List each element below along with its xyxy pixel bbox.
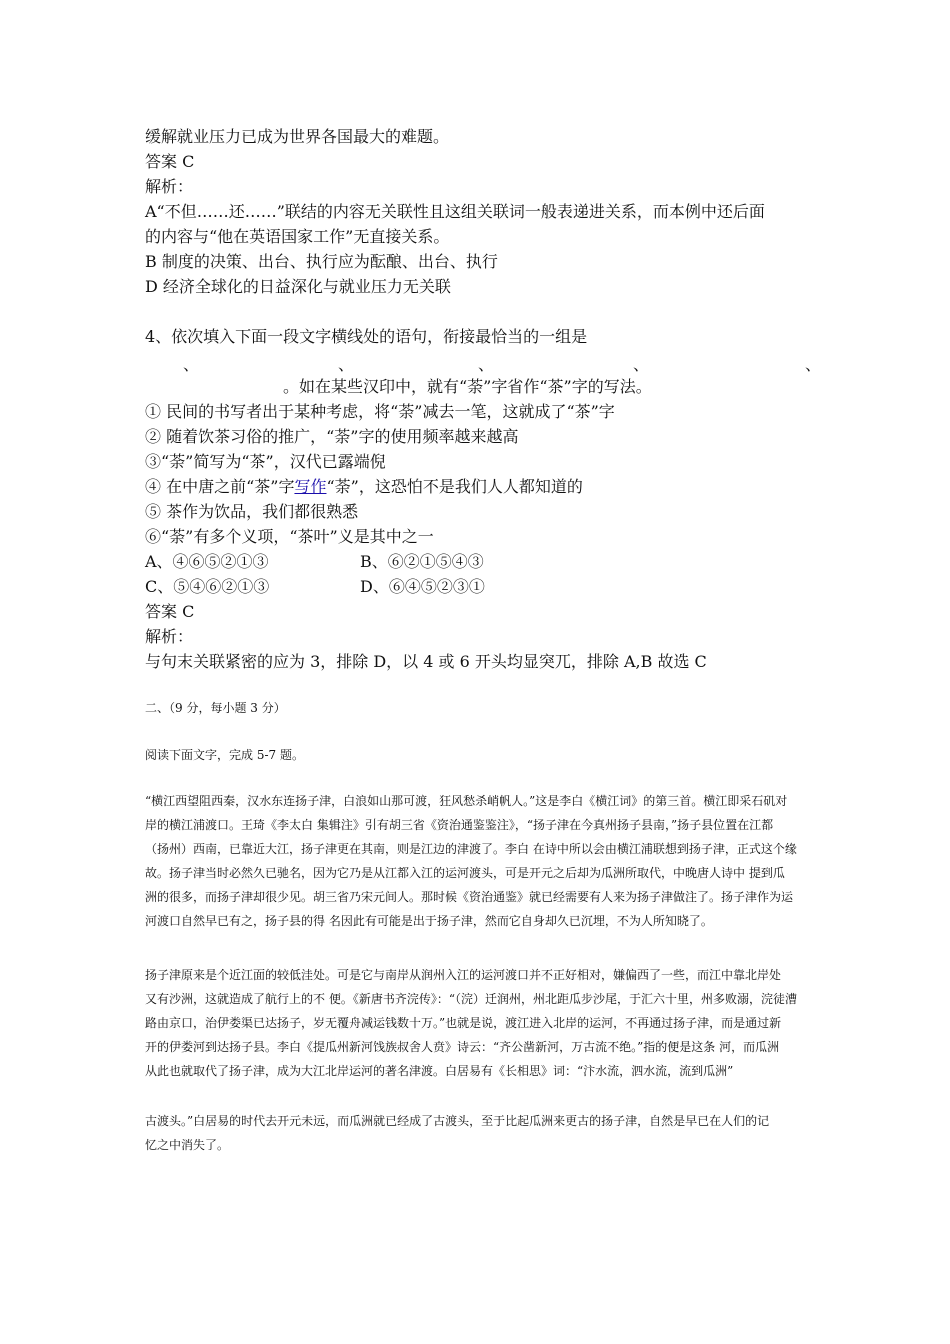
q4-options-row-1 — [145, 551, 805, 573]
q4-sentence-4-pre: ④ 在中唐之前“茶”字 — [145, 477, 295, 496]
q4-tail-text: 。如在某些汉印中，就有“荼”字省作“茶”字的写法。 — [283, 377, 652, 396]
q3-analysis-d: D 经济全球化的日益深化与就业压力无关联 — [145, 277, 451, 296]
q4-sentence-4 — [145, 476, 583, 498]
passage-line: 扬子津原来是个近江面的较低洼处。可是它与南岸从润州入江的运河渡口并不正好相对，嫌偏西了一些，而江中靠北岸处 — [145, 968, 782, 982]
passage-line: 忆之中消失了。 — [145, 1138, 230, 1152]
q4-sentence-1: ① 民间的书写者出于某种考虑，将“荼”减去一笔，这就成了“茶”字 — [145, 402, 615, 421]
q4-analysis-label: 解析： — [145, 627, 194, 646]
blank-separator: 、 — [183, 355, 200, 374]
passage-line: 从此也就取代了扬子津，成为大江北岸运河的著名津渡。白居易有《长相思》词：“汴水流，泗水流，流到瓜洲” — [145, 1064, 734, 1078]
q4-analysis: 与句末关联紧密的应为 3，排除 D，以 4 或 6 开头均显突兀，排除 A,B 故选 C — [145, 652, 707, 671]
section-2-heading: 二、（9 分，每小题 3 分） — [145, 701, 286, 715]
passage-line: “横江西望阻西秦，汉水东连扬子津，白浪如山那可渡，狂风愁杀峭帆人。”这是李白《横江词》的第三首。横江即采石矶对 — [145, 794, 788, 808]
blank-separator: 、 — [805, 355, 822, 374]
q4-sentence-6: ⑥“荼”有多个义项，“茶叶”义是其中之一 — [145, 527, 434, 546]
q3-analysis-b: B 制度的决策、出台、执行应为酝酿、出台、执行 — [145, 252, 498, 271]
q4-sentence-3: ③“荼”简写为“茶”，汉代已露端倪 — [145, 452, 386, 471]
passage-line: 故。扬子津当时必然久已驰名，因为它乃是从江都入江的运河渡头，可是开元之后却为瓜洲所取代，中晚唐人诗中 提到瓜 — [145, 866, 785, 880]
option-d: D、⑥④⑤②③① — [360, 577, 485, 596]
q4-answer: 答案 C — [145, 602, 195, 621]
passage-paragraph-3 — [145, 1109, 810, 1157]
option-b: B、⑥②①⑤④③ — [360, 552, 484, 571]
write-link[interactable]: 写作 — [294, 477, 327, 496]
passage-paragraph-1 — [145, 789, 810, 933]
reading-instruction: 阅读下面文字，完成 5-7 题。 — [145, 748, 304, 762]
q3-answer: 答案 C — [145, 152, 195, 171]
q4-sentence-2: ② 随着饮茶习俗的推广，“荼”字的使用频率越来越高 — [145, 427, 519, 446]
q4-sentence-4-post: “荼”，这恐怕不是我们人人都知道的 — [326, 477, 583, 496]
passage-line: 岸的横江浦渡口。王琦《李太白 集辑注》引有胡三省《资治通鉴鉴注》，“扬子津在今真州扬子县南，”扬子县位置在江都 — [145, 818, 774, 832]
q4-options-row-2 — [145, 576, 805, 598]
passage-line: 开的伊娄河到达扬子县。李白《提瓜州新河饯族叔舍人贲》诗云：“齐公凿新河，万古流不绝。”指的便是这条 河，而瓜洲 — [145, 1040, 780, 1054]
q3-prev-line: 缓解就业压力已成为世界各国最大的难题。 — [145, 127, 450, 146]
passage-line: 又有沙洲，这就造成了航行上的不 便。《新唐书齐浣传》：“（浣）迁润州，州北距瓜步沙尾，于汇六十里，州多败溺，浣徒漕 — [145, 992, 797, 1006]
passage-paragraph-2 — [145, 963, 810, 1083]
blank-separator: 、 — [478, 355, 495, 374]
q4-blank-row — [0, 352, 950, 374]
passage-line: 河渡口自然早已有之，扬子县的得 名因此有可能是出于扬子津，然而它自身却久已沉埋，不为人所知晓了。 — [145, 914, 713, 928]
q3-analysis-label: 解析： — [145, 177, 194, 196]
blank-separator: 、 — [633, 355, 650, 374]
q4-title: 4、依次填入下面一段文字横线处的语句，衔接最恰当的一组是 — [145, 327, 588, 346]
passage-line: 古渡头。”白居易的时代去开元未远，而瓜洲就已经成了古渡头，至于比起瓜洲来更古的扬子津，自然是早已在人们的记 — [145, 1114, 770, 1128]
blank-separator: 、 — [338, 355, 355, 374]
q3-analysis-a2: 的内容与“他在英语国家工作”无直接关系。 — [145, 227, 450, 246]
q4-sentence-5: ⑤ 茶作为饮品，我们都很熟悉 — [145, 502, 359, 521]
passage-line: （扬州）西南，已靠近大江，扬子津更在其南，则是江边的津渡了。李白 在诗中所以会由横江浦联想到扬子津，正式这个缘 — [145, 842, 797, 856]
option-a: A、④⑥⑤②①③ — [145, 552, 269, 571]
option-c: C、⑤④⑥②①③ — [145, 577, 270, 596]
passage-line: 路由京口，治伊娄渠已达扬子，岁无覆舟减运钱数十万。”也就是说，渡江进入北岸的运河，不再通过扬子津，而是通过新 — [145, 1016, 782, 1030]
passage-line: 洲的很多，而扬子津却很少见。胡三省乃宋元间人。那时候《资治通鉴》就已经需要有人来为扬子津做注了。扬子津作为运 — [145, 890, 794, 904]
q3-analysis-a1: A“不但……还……”联结的内容无关联性且这组关联词一般表递进关系，而本例中还后面 — [145, 202, 765, 221]
